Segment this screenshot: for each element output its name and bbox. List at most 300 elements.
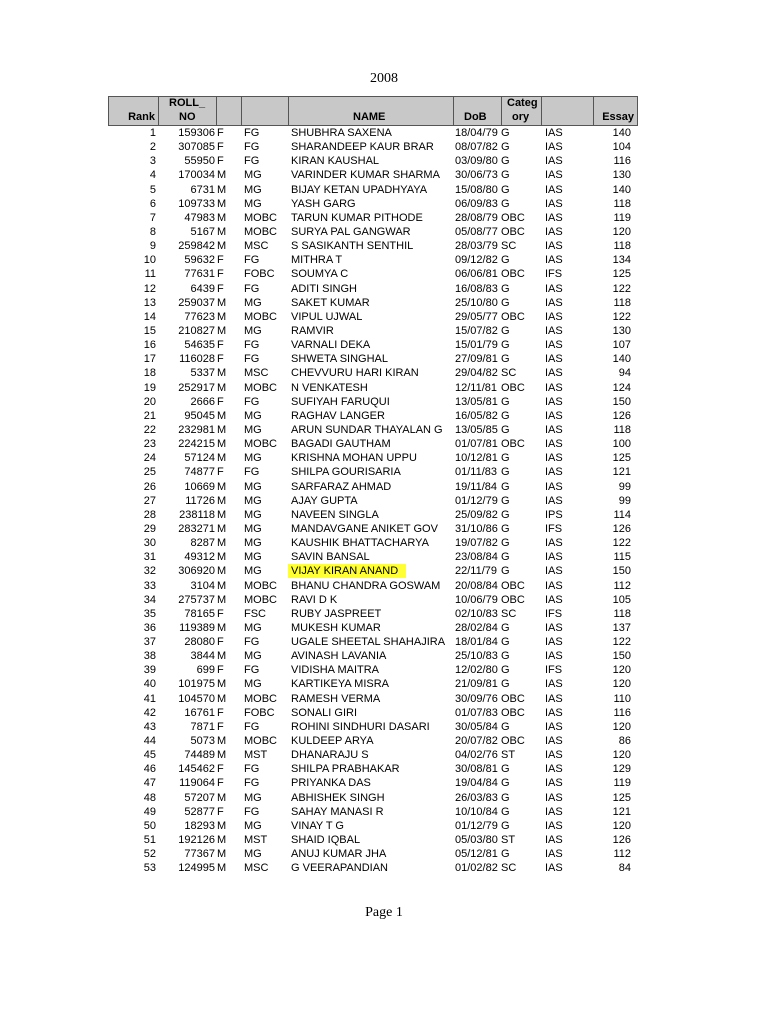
essay-cell: 120: [612, 720, 631, 733]
table-row: [108, 480, 638, 494]
sex-cell: F: [217, 720, 224, 733]
category-cell: G: [501, 551, 510, 564]
sex-cell: M: [217, 452, 227, 465]
rank-cell: 20: [143, 395, 156, 408]
sex-cell: M: [217, 579, 227, 592]
table-row: [108, 621, 638, 635]
group-cell: MG: [244, 296, 262, 309]
group-cell: MG: [244, 169, 262, 182]
service-cell: IPS: [545, 508, 563, 521]
rank-cell: 33: [143, 579, 156, 592]
group-cell: MG: [244, 565, 262, 578]
essay-cell: 119: [613, 211, 631, 224]
service-cell: IFS: [545, 268, 563, 281]
dob-cell: 02/10/83: [455, 607, 498, 620]
service-cell: IAS: [545, 565, 563, 578]
name-cell: MITHRA T: [291, 254, 343, 267]
group-cell: FG: [244, 127, 260, 139]
roll-no-cell: 47983: [184, 211, 215, 224]
sex-cell: M: [217, 423, 227, 436]
category-cell: G: [501, 805, 510, 818]
service-cell: IAS: [545, 494, 563, 507]
service-cell: IAS: [545, 692, 563, 705]
group-cell: FG: [244, 282, 260, 295]
header-rank: Rank: [109, 97, 159, 125]
roll-no-cell: 77631: [184, 268, 215, 281]
sex-cell: F: [217, 155, 224, 168]
table-row: [108, 508, 638, 522]
category-cell: G: [501, 296, 510, 309]
group-cell: MG: [244, 508, 262, 521]
sex-cell: M: [217, 296, 227, 309]
table-row: [108, 310, 638, 324]
category-cell: OBC: [501, 706, 525, 719]
dob-cell: 06/09/83: [455, 197, 498, 210]
service-cell: IAS: [545, 423, 563, 436]
dob-cell: 30/09/76: [455, 692, 498, 705]
sex-cell: M: [217, 183, 227, 196]
name-cell: KRISHNA MOHAN UPPU: [291, 452, 417, 465]
group-cell: MST: [244, 834, 268, 847]
roll-no-cell: 78165: [184, 607, 215, 620]
category-cell: G: [501, 141, 510, 154]
header-sex: [217, 97, 242, 125]
group-cell: MG: [244, 423, 262, 436]
category-cell: G: [501, 621, 510, 634]
roll-no-cell: 55950: [184, 155, 215, 168]
group-cell: MG: [244, 324, 262, 337]
sex-cell: M: [217, 508, 227, 521]
name-cell: BIJAY KETAN UPADHYAYA: [291, 183, 428, 196]
dob-cell: 15/08/80: [455, 183, 498, 196]
rank-cell: 23: [143, 438, 156, 451]
roll-no-cell: 11726: [185, 494, 215, 507]
category-cell: G: [501, 565, 510, 578]
table-row: [108, 338, 638, 352]
name-cell: SARFARAZ AHMAD: [291, 480, 392, 493]
category-cell: G: [501, 508, 510, 521]
group-cell: FG: [244, 155, 260, 168]
table-row: [108, 282, 638, 296]
name-cell: S SASIKANTH SENTHIL: [291, 240, 414, 253]
header-service: [542, 97, 594, 125]
rank-cell: 13: [143, 296, 156, 309]
name-cell: ROHINI SINDHURI DASARI: [291, 720, 430, 733]
roll-no-cell: 5337: [190, 367, 215, 380]
essay-cell: 99: [618, 480, 631, 493]
name-cell: VINAY T G: [291, 819, 344, 832]
service-cell: IAS: [545, 169, 563, 182]
name-cell: BHANU CHANDRA GOSWAM: [291, 579, 441, 592]
name-cell: G VEERAPANDIAN: [291, 862, 388, 875]
group-cell: MG: [244, 621, 262, 634]
dob-cell: 05/08/77: [455, 225, 498, 238]
dob-cell: 20/07/82: [455, 735, 498, 748]
name-cell: RAGHAV LANGER: [291, 409, 385, 422]
essay-cell: 137: [612, 621, 631, 634]
name-cell: BAGADI GAUTHAM: [291, 438, 391, 451]
essay-cell: 122: [612, 310, 631, 323]
table-header: [108, 96, 638, 126]
table-row: [108, 168, 638, 182]
table-row: [108, 225, 638, 239]
sex-cell: M: [217, 225, 227, 238]
name-cell: UGALE SHEETAL SHAHAJIRA: [291, 636, 446, 649]
category-cell: G: [501, 353, 510, 366]
table-row: [108, 564, 638, 578]
essay-cell: 118: [613, 423, 631, 436]
essay-cell: 124: [612, 381, 631, 394]
group-cell: MOBC: [244, 225, 277, 238]
table-row: [108, 635, 638, 649]
category-cell: G: [501, 720, 510, 733]
dob-cell: 05/12/81: [455, 848, 498, 861]
dob-cell: 05/03/80: [455, 834, 498, 847]
essay-cell: 134: [612, 254, 631, 267]
essay-cell: 120: [612, 749, 631, 762]
page-footer: Page 1: [365, 905, 403, 920]
service-cell: IAS: [545, 367, 563, 380]
dob-cell: 30/08/81: [455, 763, 498, 776]
table-row: [108, 465, 638, 479]
rank-cell: 44: [143, 735, 156, 748]
dob-cell: 01/12/79: [455, 494, 498, 507]
table-row: [108, 211, 638, 225]
rank-cell: 12: [143, 282, 156, 295]
roll-no-cell: 8287: [190, 537, 215, 550]
roll-no-cell: 145462: [178, 763, 215, 776]
roll-no-cell: 77623: [184, 310, 215, 323]
group-cell: MOBC: [244, 438, 277, 451]
rank-cell: 37: [143, 636, 156, 649]
sex-cell: M: [217, 438, 227, 451]
name-cell: ADITI SINGH: [291, 282, 358, 295]
category-cell: G: [501, 678, 510, 691]
rank-cell: 10: [143, 254, 156, 267]
table-row: [108, 154, 638, 168]
service-cell: IAS: [545, 466, 563, 479]
rank-cell: 18: [143, 367, 156, 380]
rank-cell: 52: [143, 848, 156, 861]
dob-cell: 10/12/81: [455, 452, 498, 465]
rank-cell: 41: [143, 692, 156, 705]
table-row: [108, 819, 638, 833]
rank-cell: 4: [149, 169, 156, 182]
group-cell: MOBC: [244, 692, 277, 705]
category-cell: OBC: [501, 735, 525, 748]
group-cell: MOBC: [244, 310, 277, 323]
dob-cell: 09/12/82: [455, 254, 498, 267]
category-cell: ST: [501, 749, 516, 762]
dob-cell: 25/10/83: [455, 650, 498, 663]
name-cell: SHILPA GOURISARIA: [291, 466, 401, 479]
rank-cell: 24: [143, 452, 156, 465]
service-cell: IAS: [545, 296, 563, 309]
name-cell: MANDAVGANE ANIKET GOV: [291, 522, 438, 535]
name-cell: ANUJ KUMAR JHA: [291, 848, 387, 861]
essay-cell: 140: [612, 127, 631, 139]
category-cell: OBC: [501, 579, 525, 592]
essay-cell: 110: [613, 692, 631, 705]
table-row: [108, 522, 638, 536]
service-cell: IAS: [545, 791, 563, 804]
essay-cell: 150: [612, 650, 631, 663]
roll-no-cell: 2666: [190, 395, 215, 408]
name-cell: VIDISHA MAITRA: [291, 664, 380, 677]
service-cell: IAS: [545, 480, 563, 493]
roll-no-cell: 6731: [190, 183, 215, 196]
rank-cell: 8: [149, 225, 156, 238]
group-cell: FG: [244, 395, 260, 408]
roll-no-cell: 116028: [179, 353, 215, 366]
category-cell: G: [501, 155, 510, 168]
rank-cell: 48: [143, 791, 156, 804]
roll-no-cell: 224215: [178, 438, 215, 451]
table-row: [108, 423, 638, 437]
rank-cell: 46: [143, 763, 156, 776]
category-cell: ST: [501, 834, 516, 847]
essay-cell: 121: [612, 466, 631, 479]
table-row: [108, 762, 638, 776]
essay-cell: 84: [618, 862, 631, 875]
category-cell: OBC: [501, 310, 525, 323]
results-table: [108, 96, 638, 875]
service-cell: IAS: [545, 381, 563, 394]
roll-no-cell: 275737: [178, 593, 215, 606]
category-cell: G: [501, 480, 510, 493]
essay-cell: 86: [618, 735, 631, 748]
group-cell: MG: [244, 848, 262, 861]
name-cell: SHARANDEEP KAUR BRAR: [291, 141, 434, 154]
service-cell: IAS: [545, 579, 563, 592]
roll-no-cell: 74877: [184, 466, 215, 479]
name-cell: KULDEEP ARYA: [291, 735, 374, 748]
service-cell: IAS: [545, 706, 563, 719]
sex-cell: M: [217, 834, 227, 847]
service-cell: IAS: [545, 310, 563, 323]
header-roll-no: ROLL_ NO: [159, 97, 217, 125]
dob-cell: 19/07/82: [455, 537, 498, 550]
header-dob: DoB: [454, 97, 502, 125]
table-row: [108, 437, 638, 451]
rank-cell: 31: [143, 551, 156, 564]
dob-cell: 25/10/80: [455, 296, 498, 309]
sex-cell: F: [217, 805, 224, 818]
category-cell: OBC: [501, 381, 525, 394]
service-cell: IAS: [545, 127, 563, 139]
dob-cell: 22/11/79: [455, 565, 498, 578]
dob-cell: 28/02/84: [455, 621, 498, 634]
essay-cell: 112: [613, 848, 631, 861]
table-row: [108, 692, 638, 706]
sex-cell: M: [217, 197, 227, 210]
essay-cell: 94: [618, 367, 631, 380]
essay-cell: 118: [613, 240, 631, 253]
group-cell: MG: [244, 452, 262, 465]
rank-cell: 36: [143, 621, 156, 634]
category-cell: G: [501, 664, 510, 677]
sex-cell: F: [217, 706, 224, 719]
table-row: [108, 847, 638, 861]
sex-cell: F: [217, 777, 224, 790]
rank-cell: 26: [143, 480, 156, 493]
roll-no-cell: 119389: [179, 621, 215, 634]
rank-cell: 38: [143, 650, 156, 663]
essay-cell: 118: [613, 197, 631, 210]
dob-cell: 29/04/82: [455, 367, 498, 380]
service-cell: IAS: [545, 763, 563, 776]
group-cell: MG: [244, 678, 262, 691]
essay-cell: 140: [612, 183, 631, 196]
service-cell: IAS: [545, 735, 563, 748]
category-cell: SC: [501, 367, 517, 380]
sex-cell: M: [217, 848, 227, 861]
roll-no-cell: 192126: [178, 834, 215, 847]
essay-cell: 126: [612, 409, 631, 422]
service-cell: IAS: [545, 720, 563, 733]
sex-cell: M: [217, 819, 227, 832]
essay-cell: 140: [612, 353, 631, 366]
group-cell: FG: [244, 339, 260, 352]
group-cell: FOBC: [244, 268, 275, 281]
rank-cell: 50: [143, 819, 156, 832]
sex-cell: F: [217, 395, 224, 408]
dob-cell: 30/05/84: [455, 720, 498, 733]
roll-no-cell: 5167: [190, 225, 215, 238]
dob-cell: 12/02/80: [455, 664, 498, 677]
table-row: [108, 805, 638, 819]
group-cell: MG: [244, 522, 262, 535]
header-name: NAME: [289, 97, 454, 125]
sex-cell: M: [217, 565, 227, 578]
roll-no-cell: 77367: [184, 848, 215, 861]
roll-no-cell: 119064: [179, 777, 215, 790]
dob-cell: 31/10/86: [455, 522, 498, 535]
service-cell: IAS: [545, 650, 563, 663]
category-cell: G: [501, 197, 510, 210]
dob-cell: 28/08/79: [455, 211, 498, 224]
essay-cell: 129: [612, 763, 631, 776]
rank-cell: 45: [143, 749, 156, 762]
sex-cell: M: [217, 593, 227, 606]
name-cell: VARNALI DEKA: [291, 339, 371, 352]
dob-cell: 27/09/81: [455, 353, 498, 366]
group-cell: MST: [244, 749, 268, 762]
sex-cell: M: [217, 494, 227, 507]
name-cell: VIJAY KIRAN ANAND: [288, 564, 406, 578]
name-cell: AVINASH LAVANIA: [291, 650, 387, 663]
service-cell: IAS: [545, 834, 563, 847]
rank-cell: 32: [143, 565, 156, 578]
essay-cell: 120: [612, 664, 631, 677]
roll-no-cell: 74489: [184, 749, 215, 762]
sex-cell: F: [217, 466, 224, 479]
table-row: [108, 296, 638, 310]
name-cell: DHANARAJU S: [291, 749, 369, 762]
dob-cell: 19/11/84: [455, 480, 498, 493]
group-cell: FG: [244, 777, 260, 790]
table-row: [108, 324, 638, 338]
rank-cell: 21: [143, 409, 156, 422]
group-cell: FG: [244, 805, 260, 818]
essay-cell: 150: [612, 395, 631, 408]
table-row: [108, 451, 638, 465]
rank-cell: 15: [143, 324, 156, 337]
name-cell: YASH GARG: [291, 197, 356, 210]
table-row: [108, 494, 638, 508]
table-row: [108, 706, 638, 720]
category-cell: G: [501, 339, 510, 352]
dob-cell: 03/09/80: [455, 155, 498, 168]
header-group: [242, 97, 289, 125]
name-cell: VARINDER KUMAR SHARMA: [291, 169, 440, 182]
sex-cell: F: [217, 282, 224, 295]
sex-cell: M: [217, 749, 227, 762]
rank-cell: 49: [143, 805, 156, 818]
dob-cell: 15/01/79: [455, 339, 498, 352]
group-cell: MOBC: [244, 381, 277, 394]
name-cell: SHUBHRA SAXENA: [291, 127, 392, 139]
name-cell: PRIYANKA DAS: [291, 777, 371, 790]
group-cell: MSC: [244, 862, 269, 875]
service-cell: IAS: [545, 240, 563, 253]
essay-cell: 105: [612, 593, 631, 606]
group-cell: MG: [244, 791, 262, 804]
dob-cell: 26/03/83: [455, 791, 498, 804]
category-cell: SC: [501, 862, 517, 875]
name-cell: SHILPA PRABHAKAR: [291, 763, 400, 776]
essay-cell: 120: [612, 225, 631, 238]
essay-cell: 130: [612, 324, 631, 337]
sex-cell: M: [217, 650, 227, 663]
essay-cell: 107: [612, 339, 631, 352]
roll-no-cell: 7871: [190, 720, 215, 733]
service-cell: IAS: [545, 183, 563, 196]
table-row: [108, 861, 638, 875]
category-cell: G: [501, 819, 510, 832]
table-row: [108, 550, 638, 564]
dob-cell: 01/07/83: [455, 706, 498, 719]
service-cell: IAS: [545, 141, 563, 154]
dob-cell: 01/02/82: [455, 862, 498, 875]
essay-cell: 122: [612, 282, 631, 295]
sex-cell: F: [217, 254, 224, 267]
name-cell: SURYA PAL GANGWAR: [291, 225, 411, 238]
rank-cell: 28: [143, 508, 156, 521]
name-cell: RAMESH VERMA: [291, 692, 381, 705]
roll-no-cell: 232981: [178, 423, 215, 436]
rank-cell: 17: [143, 353, 156, 366]
essay-cell: 99: [618, 494, 631, 507]
rank-cell: 40: [143, 678, 156, 691]
essay-cell: 114: [613, 508, 631, 521]
group-cell: MG: [244, 480, 262, 493]
sex-cell: M: [217, 537, 227, 550]
service-cell: IAS: [545, 636, 563, 649]
roll-no-cell: 101975: [178, 678, 215, 691]
rank-cell: 19: [143, 381, 156, 394]
dob-cell: 16/05/82: [455, 409, 498, 422]
roll-no-cell: 49312: [184, 551, 215, 564]
service-cell: IAS: [545, 324, 563, 337]
sex-cell: M: [217, 324, 227, 337]
rank-cell: 22: [143, 423, 156, 436]
category-cell: G: [501, 423, 510, 436]
category-cell: G: [501, 324, 510, 337]
table-row: [108, 183, 638, 197]
name-cell: KARTIKEYA MISRA: [291, 678, 390, 691]
service-cell: IAS: [545, 551, 563, 564]
